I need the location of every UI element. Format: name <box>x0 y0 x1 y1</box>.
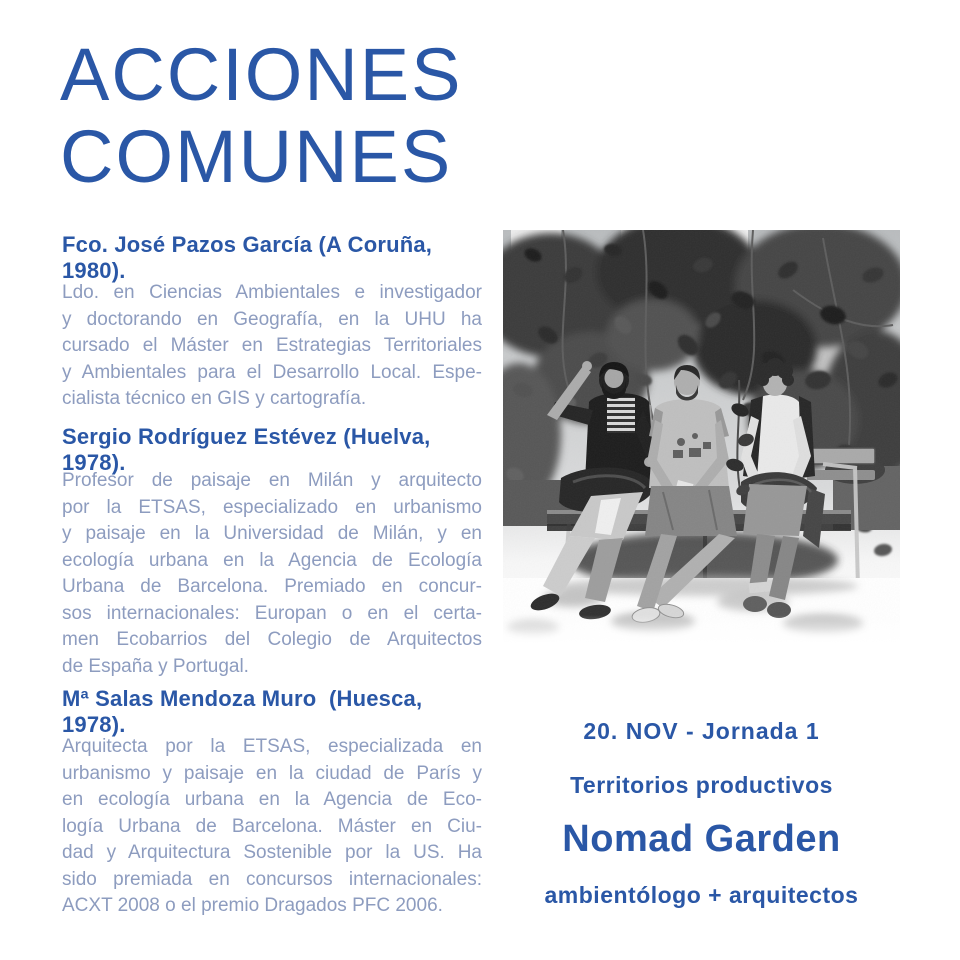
bio-line: sido premiada en concursos internacionales: <box>62 868 482 890</box>
bio-line: Profesor de paisaje en Milán y arquitecto <box>62 470 482 491</box>
bio-line: en ecología urbana en la Agencia de Eco- <box>62 789 482 810</box>
event-roles: ambientólogo + arquitectos <box>544 882 859 908</box>
bio-line: ACXT 2008 o el premio Dragados PFC 2006. <box>62 895 443 916</box>
bio-line: Urbana de Barcelona. Premiado en concur- <box>62 576 482 597</box>
bio-line: men Ecobarrios del Colegio de Arquitectos <box>62 629 482 650</box>
bio-line: Arquitecta por la ETSAS, especializada en <box>62 736 482 757</box>
bio-line: ecología urbana en la Agencia de Ecología <box>62 549 482 571</box>
event-date: 20. NOV - Jornada 1 <box>583 718 820 744</box>
bio-text-rodriguez <box>62 468 482 680</box>
event-speaker: Nomad Garden <box>562 818 841 860</box>
event-theme: Territorios productivos <box>570 772 833 798</box>
bio-line: sos internacionales: Europan o en el certa- <box>62 602 482 624</box>
bio-line: de España y Portugal. <box>62 655 249 677</box>
bio-line: por la ETSAS, especializado en urbanismo <box>62 496 482 518</box>
bio-line: cursado el Máster en Estrategias Territoriales <box>62 335 482 356</box>
bio-line: dad y Arquitectura Sostenible por la US. Ha <box>62 842 482 863</box>
bio-line: y Ambientales para el Desarrollo Local. Espe- <box>62 361 482 383</box>
bio-line: y doctorando en Geografía, en la UHU ha <box>62 308 482 330</box>
bio-name-rodriguez: Sergio Rodríguez Estévez (Huelva, 1978). <box>62 424 437 475</box>
bio-name-mendoza: Mª Salas Mendoza Muro (Huesca, 1978). <box>62 686 429 737</box>
bio-text-mendoza <box>62 734 482 920</box>
bio-line: logía Urbana de Barcelona. Máster en Ciu- <box>62 815 482 837</box>
bio-text-pazos <box>62 280 482 413</box>
bio-line: y paisaje en la Universidad de Milán, y en <box>62 523 482 544</box>
bio-line: cialista técnico en GIS y cartografía. <box>62 388 367 409</box>
bio-name-pazos: Fco. José Pazos García (A Coruña, 1980). <box>62 232 439 283</box>
group-photo-illustration <box>503 230 900 645</box>
bio-line: urbanismo y paisaje en la ciudad de París y <box>62 762 482 784</box>
poster-title <box>60 34 500 198</box>
poster-title-line1: ACCIONES <box>60 33 463 116</box>
poster-title-line2: COMUNES <box>60 115 453 198</box>
group-photo <box>503 230 900 645</box>
bio-line: Ldo. en Ciencias Ambientales e investigador <box>62 282 482 303</box>
